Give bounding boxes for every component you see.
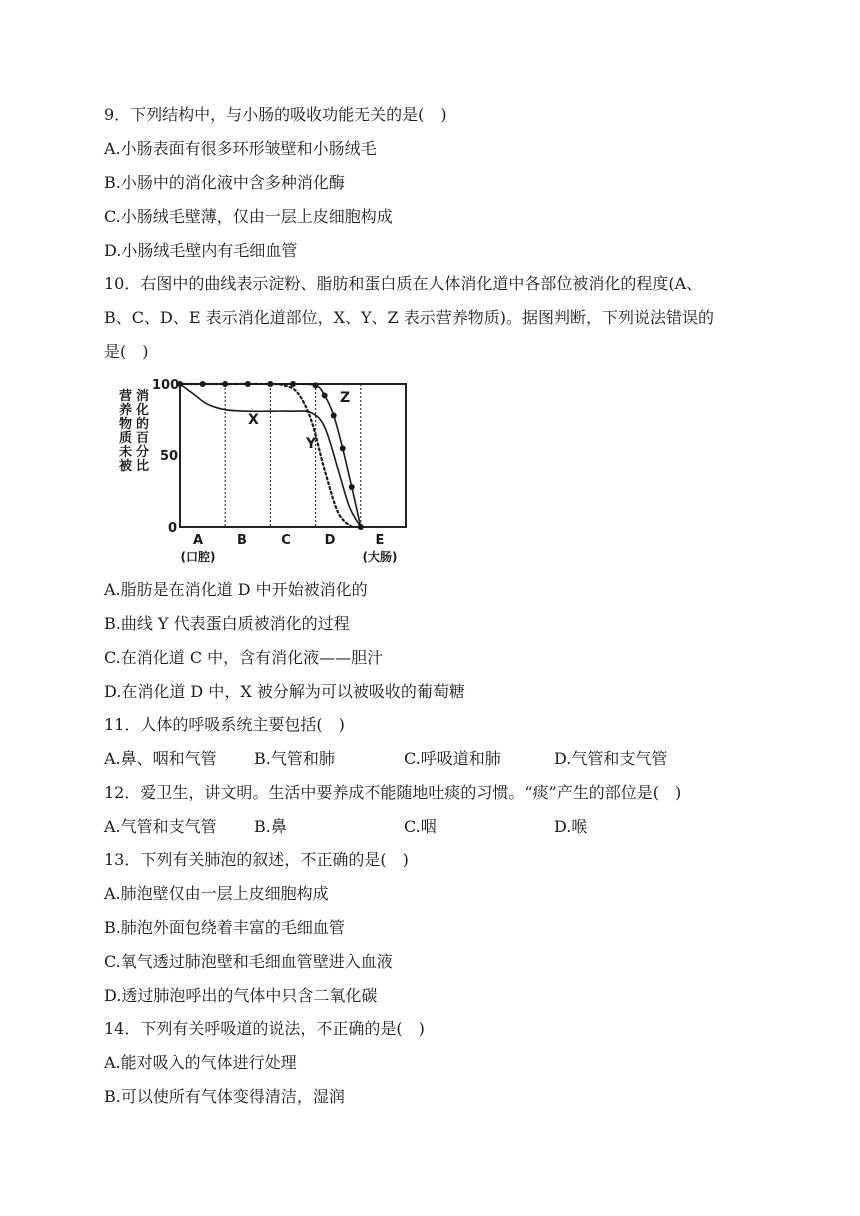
x-sublabel-e: (大肠) <box>362 550 398 564</box>
y-label-char: 消 <box>136 389 150 404</box>
y-tick-50: 50 <box>160 449 179 464</box>
question-10-stem-line-3: 是( ) <box>104 342 149 361</box>
question-9-stem: 9．下列结构中，与小肠的吸收功能无关的是( ) <box>104 105 447 124</box>
question-11-option-b: B.气管和肺 <box>254 749 335 768</box>
series-z-point-11 <box>358 524 364 530</box>
y-tick-100: 100 <box>152 378 180 393</box>
x-label-b: B <box>237 533 247 548</box>
question-13-stem: 13．下列有关肺泡的叙述，不正确的是( ) <box>104 850 409 869</box>
series-z-point-4 <box>267 381 273 387</box>
question-10-stem-line-1: 10．右图中的曲线表示淀粉、脂肪和蛋白质在人体消化道中各部位被消化的程度(A、 <box>104 274 703 293</box>
plot-frame <box>180 384 406 527</box>
series-z-point-8 <box>331 412 337 418</box>
question-11-options <box>104 748 784 770</box>
series-label-x: X <box>248 412 259 428</box>
digestion-chart-svg <box>108 372 414 568</box>
question-12-stem: 12．爱卫生，讲文明。生活中要养成不能随地吐痰的习惯。“痰”产生的部位是( ) <box>104 783 682 802</box>
series-z-point-3 <box>245 381 251 387</box>
question-13-option-b: B.肺泡外面包绕着丰富的毛细血管 <box>104 918 345 937</box>
question-10-option-c: C.在消化道 C 中，含有消化液——胆汁 <box>104 648 384 667</box>
y-label-char: 物 <box>119 417 133 432</box>
x-label-e: E <box>375 533 385 548</box>
y-label-char: 分 <box>136 445 150 460</box>
y-label-char: 未 <box>119 445 133 460</box>
series-layer <box>177 381 364 530</box>
question-12-option-c: C.咽 <box>404 817 437 836</box>
x-label-d: D <box>324 533 336 548</box>
series-z-point-10 <box>349 484 355 490</box>
y-label-char: 营 <box>119 389 133 404</box>
series-z-point-9 <box>340 445 346 451</box>
question-9-option-d: D.小肠绒毛壁内有毛细血管 <box>104 241 298 260</box>
y-label-char: 的 <box>136 417 150 432</box>
y-label-char: 比 <box>136 459 150 474</box>
y-label-char: 被 <box>119 459 133 474</box>
digestion-chart <box>108 372 414 568</box>
question-12-option-a: A.气管和支气管 <box>104 817 217 836</box>
y-label-char: 养 <box>119 403 133 418</box>
x-axis-labels <box>181 533 398 564</box>
series-label-z: Z <box>340 390 351 406</box>
question-13-option-a: A.肺泡壁仅由一层上皮细胞构成 <box>104 884 329 903</box>
y-label-char: 质 <box>119 431 133 446</box>
question-14-option-a: A.能对吸入的气体进行处理 <box>104 1053 297 1072</box>
y-axis-label <box>119 388 149 474</box>
question-12-option-b: B.鼻 <box>254 817 287 836</box>
question-11-stem: 11．人体的呼吸系统主要包括( ) <box>104 715 345 734</box>
x-label-c: C <box>281 533 291 548</box>
series-z-point-7 <box>322 392 328 398</box>
series-z-point-5 <box>290 381 296 387</box>
y-tick-0: 0 <box>168 521 178 536</box>
question-11-option-a: A.鼻、咽和气管 <box>104 749 217 768</box>
question-10-option-d: D.在消化道 D 中，X 被分解为可以被吸收的葡萄糖 <box>104 682 465 701</box>
question-13-option-c: C.氧气透过肺泡壁和毛细血管壁进入血液 <box>104 952 393 971</box>
question-11-option-c: C.呼吸道和肺 <box>404 749 501 768</box>
series-z-point-6 <box>313 382 319 388</box>
question-10-stem-line-2: B、C、D、E 表示消化道部位，X、Y、Z 表示营养物质)。据图判断，下列说法错误的 <box>104 308 714 327</box>
question-9-option-a: A.小肠表面有很多环形皱壁和小肠绒毛 <box>104 139 377 158</box>
x-label-a: A <box>192 533 204 548</box>
x-sublabel-a: (口腔) <box>180 550 216 564</box>
y-label-char: 百 <box>136 431 150 446</box>
question-13-option-d: D.透过肺泡呼出的气体中只含二氧化碳 <box>104 986 378 1005</box>
series-label-y: Y <box>306 436 317 452</box>
question-10-option-a: A.脂肪是在消化道 D 中开始被消化的 <box>104 580 368 599</box>
question-14-option-b: B.可以使所有气体变得清洁，湿润 <box>104 1087 345 1106</box>
question-14-stem: 14．下列有关呼吸道的说法，不正确的是( ) <box>104 1019 425 1038</box>
question-12-options <box>104 816 784 838</box>
series-z-point-1 <box>200 381 206 387</box>
question-12-option-d: D.喉 <box>554 817 588 836</box>
question-11-option-d: D.气管和支气管 <box>554 749 668 768</box>
series-y-line <box>180 384 352 527</box>
question-9-option-b: B.小肠中的消化液中含多种消化酶 <box>104 173 345 192</box>
question-9-option-c: C.小肠绒毛壁薄，仅由一层上皮细胞构成 <box>104 207 393 226</box>
y-label-char: 化 <box>136 403 150 418</box>
question-10-option-b: B.曲线 Y 代表蛋白质被消化的过程 <box>104 614 350 633</box>
series-z-point-2 <box>222 381 228 387</box>
